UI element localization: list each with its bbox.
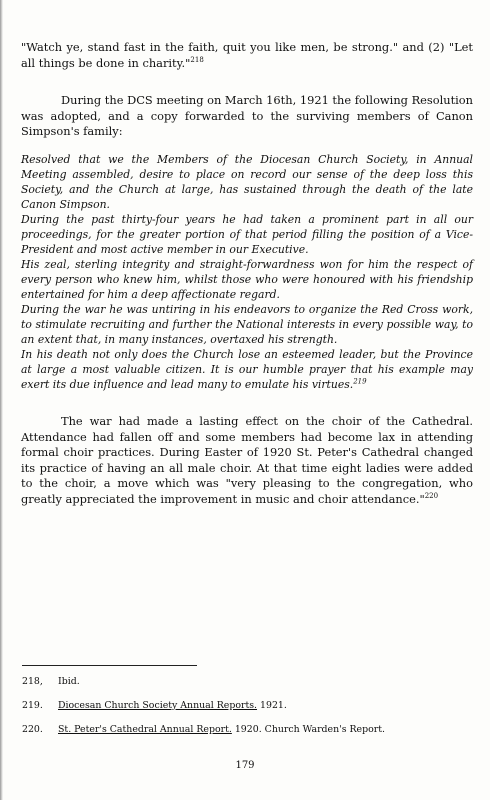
footnote-ref-219: 219 [353,377,367,386]
page-body [21,40,473,508]
resolution-block [21,152,473,392]
footnote-title: St. Peter's Cathedral Annual Report. [58,724,232,735]
opening-paragraph-text: "Watch ye, stand fast in the faith, quit you like men, be strong." and (2) "Let all things be done in charity." [21,40,473,70]
footnotes [22,676,462,748]
page-number: 179 [235,760,255,771]
footnote-218 [22,676,462,688]
footnote-title: Diocesan Church Society Annual Reports. [58,700,258,711]
footnote-text [58,700,287,712]
footnote-ref-218: 218 [190,55,204,64]
footnote-number: 220. [22,724,43,735]
choir-paragraph-text: The war had made a lasting effect on the choir of the Cathedral. Attendance had fallen off and some members had become lax in attending formal choir practices. During Easter of 1920 St. Peter's Cathedral changed its practice of having an all male choir. At that time eight ladies were added to the choir, a move which was "very pleasing to the congregation, who greatly appreciated the improvement in music and choir attendance." [21,413,473,506]
resolution-line-last [21,347,473,392]
intro-paragraph: During the DCS meeting on March 16th, 1921 the following Resolution was adopted, and a copy forwarded to the surviving members of Canon Simpson's family: [21,93,473,139]
footnote-text [58,724,385,736]
footnote-rest: 1921. [257,700,287,711]
page-edge-shadow [0,0,3,800]
resolution-line: During the war he was untiring in his endeavors to organize the Red Cross work, to stimulate recruiting and further the National interests in every possible way, to an extent that, in many instances, overtaxed his strength. [21,302,473,346]
resolution-line-text: In his death not only does the Church lose an esteemed leader, but the Province at large a most valuable citizen. It is our humble prayer that his example may exert its due influence and lead many to emulate his virtues. [21,347,473,391]
footnote-rest: Ibid. [58,676,80,687]
choir-paragraph [21,414,473,508]
resolution-line: Resolved that we the Members of the Diocesan Church Society, in Annual Meeting assembled, desire to place on record our sense of the deep loss this Society, and the Church at large, has sustained through the death of the late Canon Simpson. [21,152,473,211]
footnote-ref-220: 220 [424,492,439,501]
footnote-divider [22,665,197,666]
footnote-number: 218, [22,676,43,687]
footnote-text [58,676,80,688]
resolution-line: His zeal, sterling integrity and straight-forwardness won for him the respect of every person who knew him, whilst those who were honoured with his friendship entertained for him a deep affectionate regard. [21,257,473,301]
footnote-220 [22,724,462,736]
resolution-line: During the past thirty-four years he had taken a prominent part in all our proceedings, for the greater portion of that period filling the position of a Vice-President and most active member in our Executive. [21,212,473,256]
footnote-219 [22,700,462,712]
footnote-rest: 1920. Church Warden's Report. [231,724,385,735]
footnote-number: 219. [22,700,43,711]
opening-paragraph [21,40,473,71]
